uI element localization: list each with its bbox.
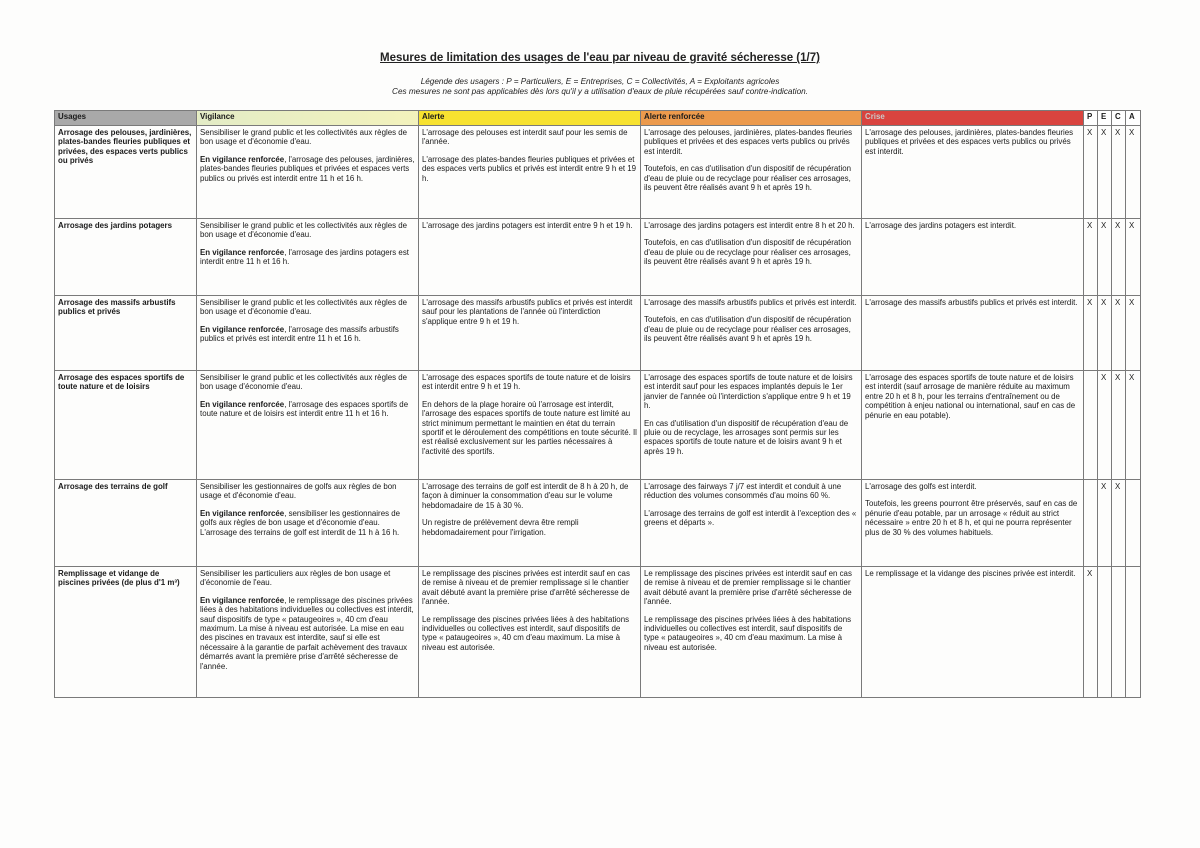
flag-e — [1098, 567, 1112, 698]
alerte-cell: L'arrosage des terrains de golf est interdit de 8 h à 20 h, de façon à diminuer la consommation d'eau sur le volume hebdomadaire de 15 à 30 %. Un registre de prélèvement devra être rempli hebdomadairement pour l'irrigation. — [419, 480, 641, 567]
header-c: C — [1112, 111, 1126, 126]
flag-p: X — [1084, 219, 1098, 296]
alerte-cell: Le remplissage des piscines privées est interdit sauf en cas de remise à niveau et de premier remplissage si le chantier avait débuté avant la première prise d'arrêté sécheresse de l'année. Le remplissage des piscines privées liées à des habitations individuelles ou collectives est interdit, sauf dispositifs de type « pataugeoires », 40 cm d'eau maximum. La mise à niveau est autorisée. — [419, 567, 641, 698]
alerte-renforcee-cell: L'arrosage des fairways 7 j/7 est interdit et conduit à une réduction des volumes consommés d'au moins 60 %. L'arrosage des terrains de golf est interdit à l'exception des « greens et départs ». — [641, 480, 862, 567]
crise-cell: L'arrosage des pelouses, jardinières, plates-bandes fleuries publiques et privées et des espaces verts publics ou privés est interdit. — [862, 126, 1084, 219]
flag-p: X — [1084, 567, 1098, 698]
header-vigilance: Vigilance — [197, 111, 419, 126]
vigilance-cell: Sensibiliser le grand public et les collectivités aux règles de bon usage et d'économie d'eau. En vigilance renforcée, l'arrosage des jardins potagers est interdit entre 11 h et 16 h. — [197, 219, 419, 296]
alerte-renforcee-cell: Le remplissage des piscines privées est interdit sauf en cas de remise à niveau et de premier remplissage si le chantier avait débuté avant la première prise d'arrêté sécheresse de l'année. Le remplissage des piscines privées liées à des habitations individuelles ou collectives est interdit, sauf dispositifs de type « pataugeoires », 40 cm d'eau maximum. La mise à niveau est autorisée. — [641, 567, 862, 698]
usage-cell: Arrosage des pelouses, jardinières, plates-bandes fleuries publiques et privées, des espaces verts publics ou privés — [55, 126, 197, 219]
vigilance-cell: Sensibiliser les particuliers aux règles de bon usage et d'économie de l'eau. En vigilance renforcée, le remplissage des piscines privées liées à des habitations individuelles ou collectives est interdit, sauf dispositifs de type « pataugeoires », 40 cm d'eau maximum. La mise à niveau est autorisée. La mise en eau des piscines en travaux est interdite, sauf si elle est nécessaire à la garantie de parfait achèvement des travaux démarrés avant la première prise d'arrêté sécheresse de l'année. — [197, 567, 419, 698]
alerte-renforcee-cell: L'arrosage des espaces sportifs de toute nature et de loisirs est interdit sauf pour les espaces implantés depuis le 1er janvier de l'année où l'interdiction s'applique entre 9 h et 19 h. En cas d'utilisation d'un dispositif de récupération d'eau de pluie ou de recyclage, les arrosages sont permis sur les espaces sportifs de toute nature et de loisirs avant 9 h et après 19 h. — [641, 371, 862, 480]
flag-c: X — [1112, 371, 1126, 480]
crise-cell: L'arrosage des jardins potagers est interdit. — [862, 219, 1084, 296]
flag-e: X — [1098, 219, 1112, 296]
alerte-renforcee-cell: L'arrosage des pelouses, jardinières, plates-bandes fleuries publiques et privées et des espaces verts publics ou privés est interdit. Toutefois, en cas d'utilisation d'un dispositif de récupération d'eau de pluie ou de recyclage pour réaliser ces arrosages, ils peuvent être réalisés avant 9 h et après 19 h. — [641, 126, 862, 219]
flag-p — [1084, 371, 1098, 480]
usage-cell: Arrosage des jardins potagers — [55, 219, 197, 296]
vigilance-text: Sensibiliser le grand public et les collectivités aux règles de bon usage et d'économie d'eau. — [200, 128, 408, 147]
table-row — [55, 219, 1141, 296]
header-crise: Crise — [862, 111, 1084, 126]
flag-p: X — [1084, 126, 1098, 219]
vigilance-cell: Sensibiliser le grand public et les collectivités aux règles de bon usage et d'économie d'eau. En vigilance renforcée, l'arrosage des massifs arbustifs publics et privés est interdit entre 11 h et 16 h. — [197, 296, 419, 371]
table-row — [55, 296, 1141, 371]
measures-table — [54, 110, 1141, 698]
header-e: E — [1098, 111, 1112, 126]
vigilance-cell: Sensibiliser les gestionnaires de golfs aux règles de bon usage et d'économie d'eau. En vigilance renforcée, sensibiliser les gestionnaires de golfs aux règles de bon usage et d'économie d'eau. L'arrosage des terrains de golf est interdit de 11 h à 16 h. — [197, 480, 419, 567]
header-alerte-renforcee: Alerte renforcée — [641, 111, 862, 126]
table-row — [55, 126, 1141, 219]
flag-e: X — [1098, 296, 1112, 371]
legend-line-2: Ces mesures ne sont pas applicables dès lors qu'il y a utilisation d'eaux de pluie récupérées sauf contre-indication. — [392, 87, 808, 96]
usage-cell: Arrosage des espaces sportifs de toute nature et de loisirs — [55, 371, 197, 480]
alerte-cell: L'arrosage des jardins potagers est interdit entre 9 h et 19 h. — [419, 219, 641, 296]
usage-cell: Arrosage des massifs arbustifs publics et privés — [55, 296, 197, 371]
flag-a — [1126, 567, 1141, 698]
alerte-cell: L'arrosage des massifs arbustifs publics et privés est interdit sauf pour les plantations de l'année où l'interdiction s'applique entre 9 h et 19 h. — [419, 296, 641, 371]
vigilance-cell: Sensibiliser le grand public et les collectivités aux règles de bon usage d'économie d'eau. En vigilance renforcée, l'arrosage des espaces sportifs de toute nature et de loisirs est interdit entre 11 h et 16 h. — [197, 371, 419, 480]
alerte-cell: L'arrosage des pelouses est interdit sauf pour les semis de l'année. L'arrosage des plates-bandes fleuries publiques et privées et des espaces verts publics et privés est interdit entre 9 h et 19 h. — [419, 126, 641, 219]
alerte-renforcee-cell: L'arrosage des massifs arbustifs publics et privés est interdit. Toutefois, en cas d'utilisation d'un dispositif de récupération d'eau de pluie ou de recyclage pour réaliser ces arrosages, ils peuvent être réalisés avant 9 h et après 19 h. — [641, 296, 862, 371]
usage-cell: Arrosage des terrains de golf — [55, 480, 197, 567]
table-row — [55, 567, 1141, 698]
alerte-renforcee-cell: L'arrosage des jardins potagers est interdit entre 8 h et 20 h. Toutefois, en cas d'utilisation d'un dispositif de récupération d'eau de pluie ou de recyclage pour réaliser ces arrosages, ils peuvent être réalisés avant 9 h et après 19 h. — [641, 219, 862, 296]
flag-c: X — [1112, 219, 1126, 296]
flag-a — [1126, 480, 1141, 567]
usage-cell: Remplissage et vidange de piscines privées (de plus d'1 m³) — [55, 567, 197, 698]
legend-line-1: Légende des usagers : P = Particuliers, E = Entreprises, C = Collectivités, A = Exploitants agricoles — [420, 77, 780, 86]
vigilance-cell — [197, 126, 419, 219]
crise-cell: L'arrosage des golfs est interdit. Toutefois, les greens pourront être préservés, sauf en cas de pénurie d'eau potable, par un arrosage « réduit au strict nécessaire » entre 20 h et 8 h, et qui ne pourra représenter plus de 30 % des volumes habituels. — [862, 480, 1084, 567]
flag-e: X — [1098, 480, 1112, 567]
flag-e: X — [1098, 126, 1112, 219]
flag-p: X — [1084, 296, 1098, 371]
header-alerte: Alerte — [419, 111, 641, 126]
table-row — [55, 371, 1141, 480]
flag-e: X — [1098, 371, 1112, 480]
flag-p — [1084, 480, 1098, 567]
header-usages: Usages — [55, 111, 197, 126]
page-title: Mesures de limitation des usages de l'eau par niveau de gravité sécheresse (1/7) — [380, 52, 820, 64]
flag-c: X — [1112, 480, 1126, 567]
flag-c — [1112, 567, 1126, 698]
flag-a: X — [1126, 219, 1141, 296]
crise-cell: Le remplissage et la vidange des piscines privée est interdit. — [862, 567, 1084, 698]
flag-a: X — [1126, 126, 1141, 219]
flag-c: X — [1112, 126, 1126, 219]
header-a: A — [1126, 111, 1141, 126]
alerte-cell: L'arrosage des espaces sportifs de toute nature et de loisirs est interdit entre 9 h et 19 h. En dehors de la plage horaire où l'arrosage est interdit, l'arrosage des espaces sportifs de toute nature est limité au strict minimum permettant le maintien en état du terrain sportif et le déroulement des compétitions en toute sécurité. Il est réalisé exclusivement sur les parties nécessaires à l'activité des sportifs. — [419, 371, 641, 480]
table-header-row — [55, 111, 1141, 126]
table-row — [55, 480, 1141, 567]
vigilance-renforcee-text: En vigilance renforcée, l'arrosage des pelouses, jardinières, plates-bandes fleuries publiques et privées et espaces verts publics ou privés est interdit entre 11 h et 16 h. — [200, 154, 415, 183]
crise-cell: L'arrosage des espaces sportifs de toute nature et de loisirs est interdit (sauf arrosage de manière réduite au maximum entre 20 h et 8 h, pour les terrains d'entraînement ou de compétition à enjeu national ou international, sauf en cas de pénurie en eau potable). — [862, 371, 1084, 480]
flag-c: X — [1112, 296, 1126, 371]
flag-a: X — [1126, 296, 1141, 371]
header-p: P — [1084, 111, 1098, 126]
legend — [0, 77, 1200, 97]
flag-a: X — [1126, 371, 1141, 480]
crise-cell: L'arrosage des massifs arbustifs publics et privés est interdit. — [862, 296, 1084, 371]
